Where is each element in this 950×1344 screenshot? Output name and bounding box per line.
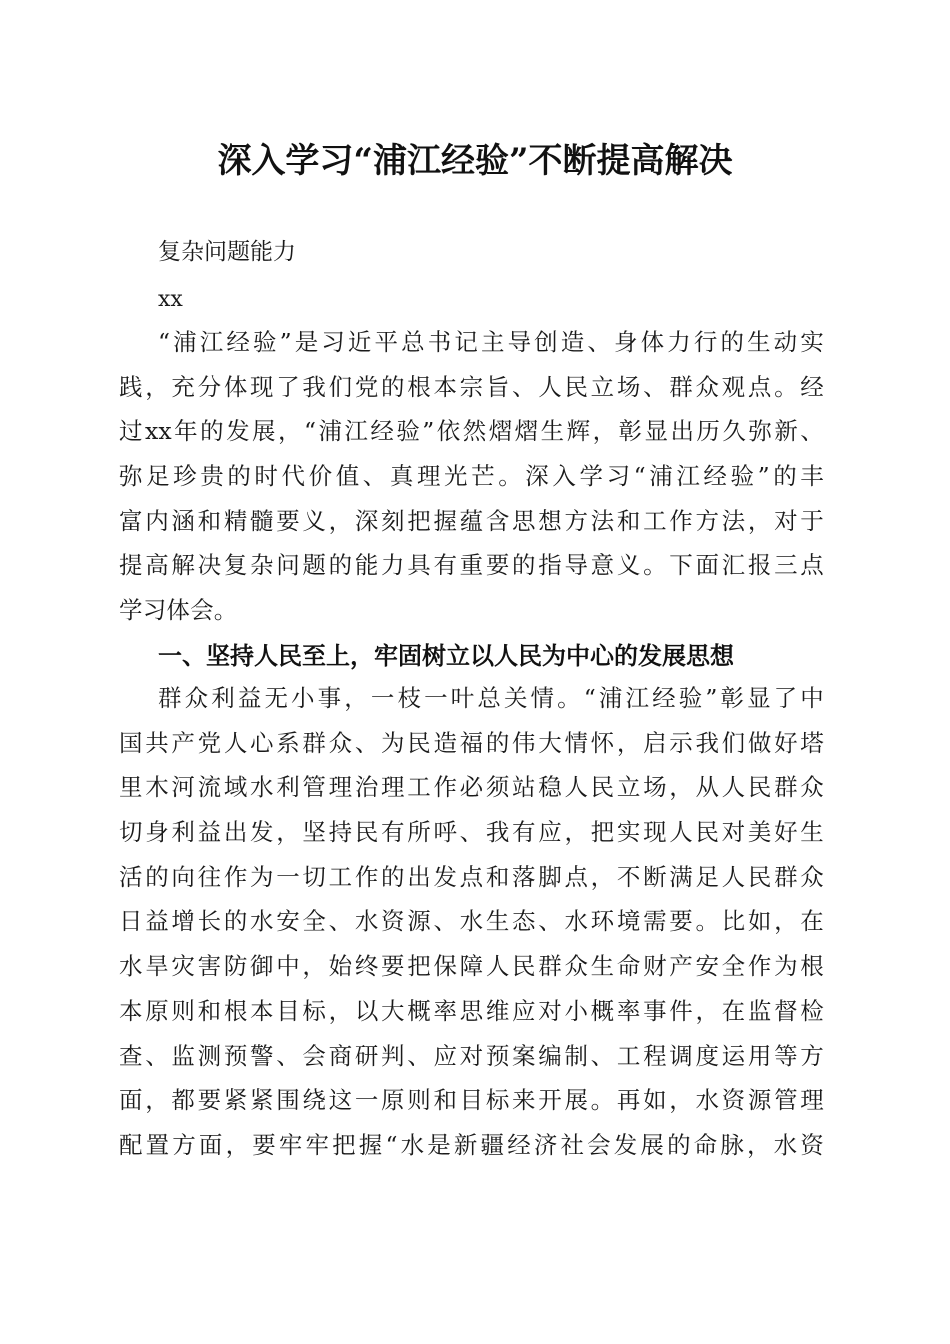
paragraph-line: 国共产党人心系群众、为民造福的伟大情怀，启示我们做好塔 — [119, 728, 824, 757]
paragraph-line: 配置方面，要牢牢把握“水是新疆经济社会发展的命脉，水资 — [119, 1130, 824, 1159]
paragraph-line: 面，都要紧紧围绕这一原则和目标来开展。再如，水资源管理 — [119, 1086, 824, 1115]
paragraph-line: 本原则和根本目标，以大概率思维应对小概率事件，在监督检 — [119, 996, 824, 1025]
paragraph-line: 水旱灾害防御中，始终要把保障人民群众生命财产安全作为根 — [119, 952, 824, 981]
paragraph-line: 过xx年的发展，“浦江经验”依然熠熠生辉，彰显出历久弥新、 — [119, 417, 824, 446]
section1-paragraph — [119, 676, 824, 1168]
section-heading-1: 一、坚持人民至上，牢固树立以人民为中心的发展思想 — [158, 641, 734, 670]
intro-paragraph — [119, 320, 824, 633]
paragraph-line: 践，充分体现了我们党的根本宗旨、人民立场、群众观点。经 — [119, 372, 824, 401]
paragraph-line: 查、监测预警、会商研判、应对预案编制、工程调度运用等方 — [119, 1041, 824, 1070]
document-author: xx — [158, 287, 183, 312]
paragraph-line: 里木河流域水利管理治理工作必须站稳人民立场，从人民群众 — [119, 773, 824, 802]
paragraph-line: 弥足珍贵的时代价值、真理光芒。深入学习“浦江经验”的丰 — [119, 462, 824, 491]
paragraph-line: 提高解决复杂问题的能力具有重要的指导意义。下面汇报三点 — [119, 551, 824, 580]
paragraph-line: 群众利益无小事，一枝一叶总关情。“浦江经验”彰显了中 — [158, 684, 824, 712]
paragraph-line: 学习体会。 — [119, 596, 238, 625]
paragraph-line: 日益增长的水安全、水资源、水生态、水环境需要。比如，在 — [119, 907, 824, 936]
paragraph-line: 富内涵和精髓要义，深刻把握蕴含思想方法和工作方法，对于 — [119, 506, 824, 535]
document-subtitle: 复杂问题能力 — [158, 239, 296, 265]
paragraph-line: 活的向往作为一切工作的出发点和落脚点，不断满足人民群众 — [119, 862, 824, 891]
paragraph-line: “浦江经验”是习近平总书记主导创造、身体力行的生动实 — [158, 328, 824, 356]
paragraph-line: 切身利益出发，坚持民有所呼、我有应，把实现人民对美好生 — [119, 818, 824, 847]
document-title: 深入学习“浦江经验”不断提高解决 — [217, 141, 733, 181]
